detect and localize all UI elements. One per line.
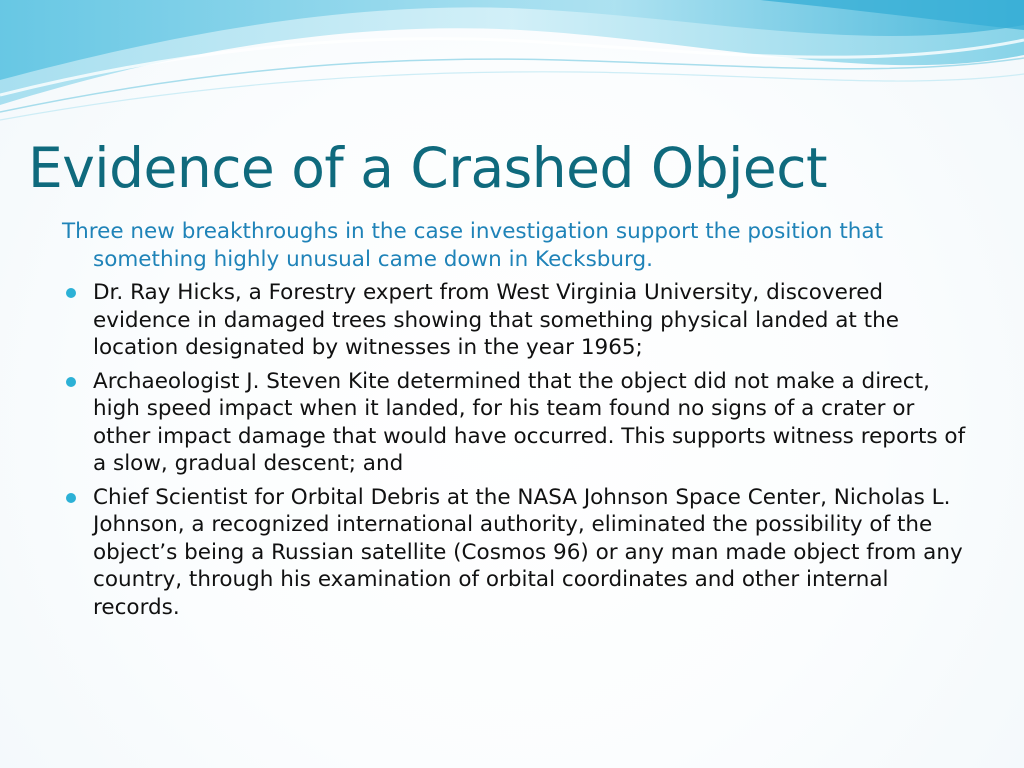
bullet-list xyxy=(62,279,967,621)
wave-thin-line-1 xyxy=(0,58,1024,112)
filled-circle-bullet-icon xyxy=(66,377,76,387)
bullet-text: Dr. Ray Hicks, a Forestry expert from West Virginia University, discovered evidence in damaged trees showing that something physical landed at the location designated by witnesses in the year 1965; xyxy=(93,280,899,360)
filled-circle-bullet-icon xyxy=(66,288,76,298)
slide-title: Evidence of a Crashed Object xyxy=(28,136,828,200)
slide-body xyxy=(62,218,967,627)
bullet-item xyxy=(62,279,967,362)
wave-thin-line-2 xyxy=(0,72,1024,120)
bullet-item xyxy=(62,368,967,478)
bullet-text: Chief Scientist for Orbital Debris at the NASA Johnson Space Center, Nicholas L. Johnson, a recognized international authority, eliminated the possibility of the object’s being a Russian satellite (Cosmos 96) or any man made object from any country, through his examination of orbital coordinates and other internal records. xyxy=(93,484,963,620)
filled-circle-bullet-icon xyxy=(66,493,76,503)
bullet-item xyxy=(62,484,967,622)
intro-paragraph: Three new breakthroughs in the case investigation support the position that something highly unusual came down in Kecksburg. xyxy=(62,219,884,272)
bullet-text: Archaeologist J. Steven Kite determined that the object did not make a direct, high speed impact when it landed, for his team found no signs of a crater or other impact damage that would have occurred. This supports witness reports of a slow, gradual descent; and xyxy=(93,368,966,476)
header-wave-decoration xyxy=(0,0,1024,130)
